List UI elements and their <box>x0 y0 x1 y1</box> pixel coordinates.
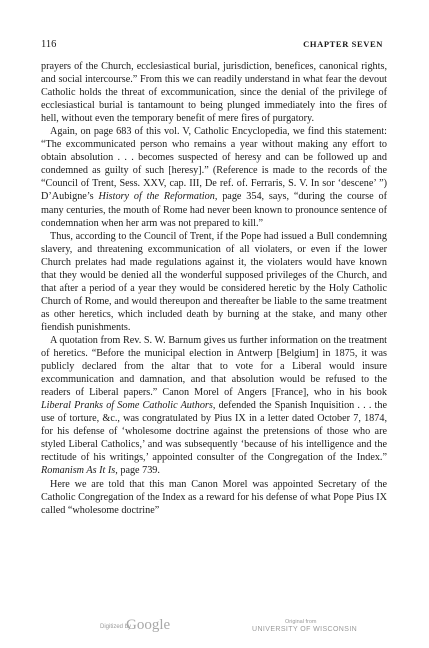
text-segment: , page 739. <box>115 465 160 477</box>
running-head <box>41 39 383 53</box>
paragraph <box>41 478 387 517</box>
paragraph <box>41 125 387 229</box>
google-logo: Google <box>126 617 171 633</box>
text-segment: Here we are told that this man Canon Morel was appointed Secretary of the Catholic Congregation of the Index as a reward for his defense of what Pope Pius IX called “wholesome doctrine” <box>41 478 387 516</box>
text-segment: Thus, according to the Council of Trent, if the Pope had issued a Bull condemning slavery, and threatening excommunication of all violaters, or even if the lower Church prelates had made regulations against it, the violaters would have known that they would be denied all the wonderful supposed privileges of the Church, and that after a period of a year they would be considered heretic by the Holy Catholic Church of Rome, and would thereupon and thereafter be liable to the same treatment as other heretics, which included death by burning at the stake, and many other fiendish punishments. <box>41 230 387 333</box>
page-number: 116 <box>41 39 57 50</box>
text-segment: , defended the Spanish Inquisition . . . the use of torture, &c., was congratulated by Pius IX in a letter dated October 7, 1874, for his defense of ‘wholesome doctrine against the pretensions of those who are styled Liberal Catholics,’ and was subsequently ‘because of his intelligence and the rectitude of his writings,’ appointed consulter of the Congregation of the Index.” <box>41 400 387 464</box>
italic-title: Romanism As It Is <box>41 465 116 477</box>
body-text <box>41 60 387 517</box>
text-segment: , page 354, says, “during the course of many centuries, the mouth of Rome had never been known to pronounce sentence of condemnation when her arm was not prepared to kill.” <box>41 191 387 229</box>
italic-title: Liberal Pranks of Some Catholic Authors <box>41 400 213 412</box>
institution-label: UNIVERSITY OF WISCONSIN <box>252 626 358 633</box>
paragraph <box>41 230 387 334</box>
chapter-title: CHAPTER SEVEN <box>303 39 383 49</box>
italic-title: History of the Reformation <box>98 191 215 203</box>
text-segment: A quotation from Rev. S. W. Barnum gives us further information on the treatment of heretics. “Before the municipal election in Antwerp [Belgium] in 1875, it was publicly declared from the altar that to vote for a Liberal would insure excommunication and damnation, and that absolution would be refused to the readers of Liberal papers.” Canon Morel of Angers [France], who in his book <box>41 334 387 399</box>
text-segment: prayers of the Church, ecclesiastical burial, jurisdiction, benefices, canonical rights, and social intercourse.” From this we can readily understand in what fear the devout Catholic holds the threat of excommunication, since the denial of the privilege of ecclesiastical burial is tantamount to being plunged immediately into the fires of hell, without even the temporary benefit of mere fires of purgatory. <box>41 61 387 125</box>
digitized-by-label: Digitized by <box>100 624 132 630</box>
paragraph <box>41 60 387 125</box>
paragraph <box>41 334 387 478</box>
original-from-label: Original from <box>285 619 317 625</box>
digitization-footer <box>0 618 429 642</box>
text-segment: Again, on page 683 of this vol. V, Catholic Encyclopedia, we find this statement: “The excommunicated person who remains a year without making any effort to obtain absolution . . . becomes suspected of heresy and can be followed up and condemned as guilty of such [heresy].” (Reference is made to the records of the “Council of Trent, Sess. XXV, cap. III, De ref. of. Ferraris, S. V. In sor ‘descene’ ”) D’Aubigne’s <box>41 126 387 203</box>
